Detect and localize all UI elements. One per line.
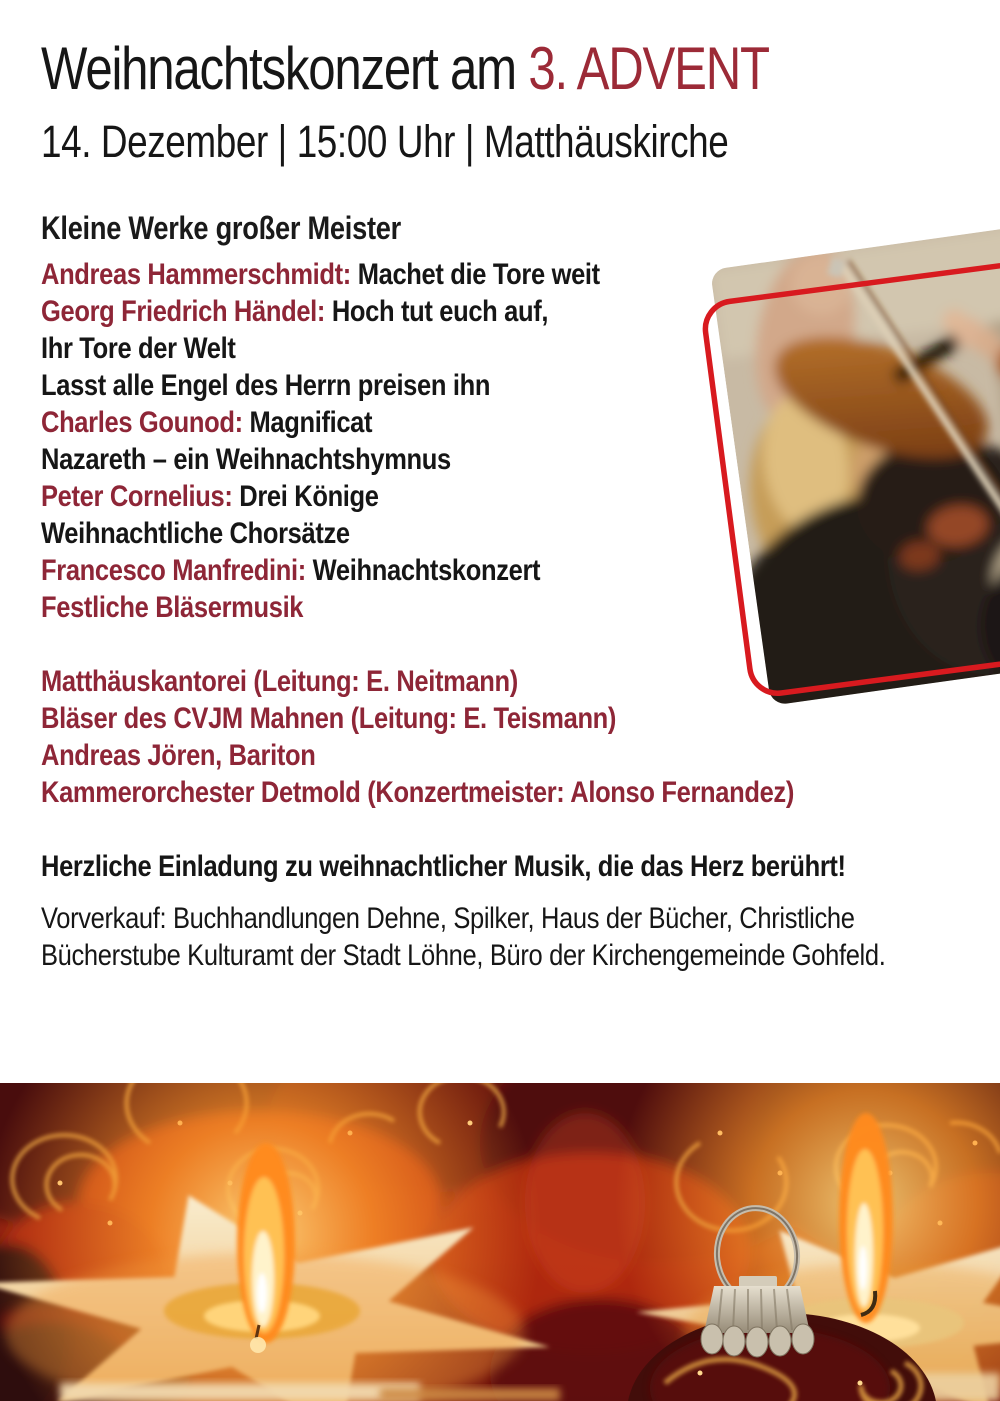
- title-main: Weihnachtskonzert am: [41, 35, 529, 102]
- program-line: [41, 404, 832, 441]
- program-list: [41, 256, 832, 626]
- presale-line: Vorverkauf: Buchhandlungen Dehne, Spilker, Haus der Bücher, Christliche: [41, 902, 855, 935]
- work-title: Hoch tut euch auf,: [325, 295, 549, 328]
- composer-name: Peter Cornelius:: [41, 480, 233, 513]
- performer-line: Bläser des CVJM Mahnen (Leitung: E. Teismann): [41, 702, 617, 735]
- composer-name: Festliche Bläsermusik: [41, 591, 304, 624]
- performer-line: Kammerorchester Detmold (Konzertmeister: Alonso Fernandez): [41, 776, 794, 809]
- event-details: 14. Dezember | 15:00 Uhr | Matthäuskirche: [41, 116, 729, 167]
- title-accent: 3. ADVENT: [528, 35, 769, 102]
- work-title: Drei Könige: [232, 480, 379, 513]
- composer-name: Andreas Hammerschmidt:: [41, 258, 351, 291]
- flame-left: [237, 1143, 295, 1343]
- work-title: Magnificat: [242, 406, 373, 439]
- candles-photo: [0, 1083, 1000, 1401]
- work-title: Lasst alle Engel des Herrn preisen ihn: [41, 369, 491, 402]
- program-line: [41, 478, 832, 515]
- program-line: [41, 256, 832, 293]
- composer-name: Francesco Manfredini:: [41, 554, 306, 587]
- performer-line: Matthäuskantorei (Leitung: E. Neitmann): [41, 665, 518, 698]
- presale-info: [41, 900, 886, 974]
- poster-content: [41, 0, 971, 974]
- flame-right: [839, 1113, 893, 1323]
- work-title: Machet die Tore weit: [350, 258, 600, 291]
- program-line: [41, 293, 832, 330]
- page-title: [41, 36, 804, 102]
- program-line: [41, 515, 832, 552]
- program-line: [41, 589, 832, 626]
- program-line: [41, 367, 832, 404]
- invitation-text: Herzliche Einladung zu weihnachtlicher Musik, die das Herz berührt!: [41, 850, 846, 883]
- composer-name: Georg Friedrich Händel:: [41, 295, 326, 328]
- program-line: [41, 330, 832, 367]
- performers-list: [41, 663, 832, 811]
- program-line: [41, 441, 832, 478]
- program-line: [41, 552, 832, 589]
- presale-line: Bücherstube Kulturamt der Stadt Löhne, Büro der Kirchengemeinde Gohfeld.: [41, 939, 886, 972]
- work-title: Weihnachtskonzert: [305, 554, 541, 587]
- composer-name: Charles Gounod:: [41, 406, 243, 439]
- performer-line: Andreas Jören, Bariton: [41, 739, 316, 772]
- program-heading: Kleine Werke großer Meister: [41, 210, 401, 246]
- work-title: Nazareth – ein Weihnachtshymnus: [41, 443, 451, 476]
- work-title: Ihr Tore der Welt: [41, 332, 236, 365]
- work-title: Weihnachtliche Chorsätze: [41, 517, 350, 550]
